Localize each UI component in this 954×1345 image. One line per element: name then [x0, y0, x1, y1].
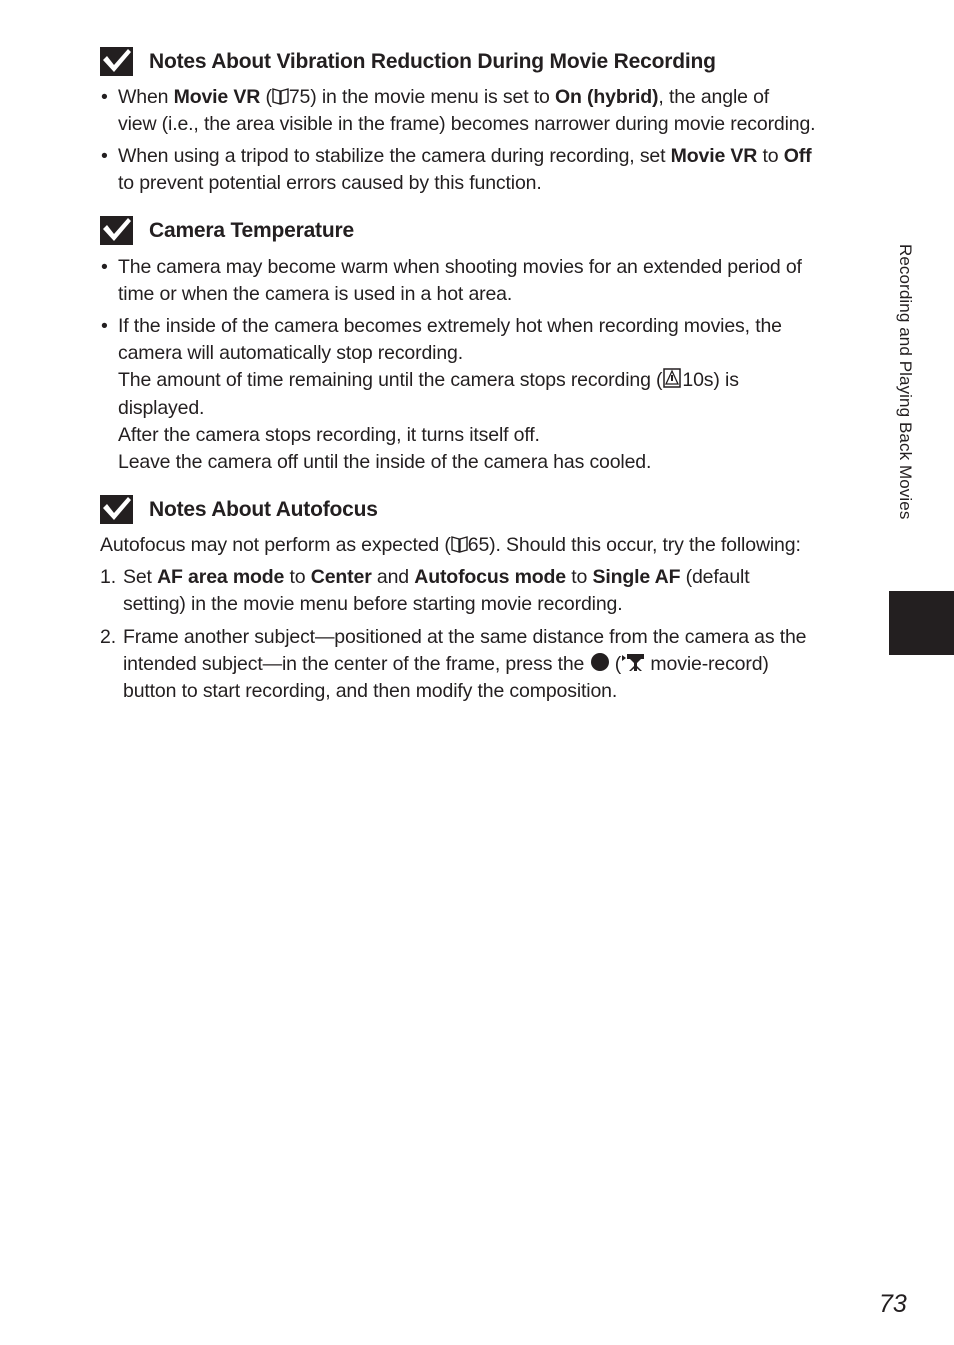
bullet-line: When Movie VR ( 75) in the movie menu is set to On (hybrid), the angle of [118, 86, 770, 108]
bullet-marker: • [101, 315, 108, 337]
section-heading-vibration: Notes About Vibration Reduction During Movie Recording [100, 47, 716, 76]
bullet-line: view (i.e., the area visible in the frame) becomes narrower during movie recording. [118, 113, 816, 136]
bullet-line: to prevent potential errors caused by this function. [118, 172, 542, 195]
bullet-item [101, 143, 868, 197]
bullet-marker: • [101, 256, 108, 278]
step-line: setting) in the movie menu before starting movie recording. [123, 593, 623, 616]
bullet-line: camera will automatically stop recording. [118, 342, 463, 365]
step-number: 1. [100, 566, 116, 588]
list-item [100, 624, 868, 706]
bullet-item [101, 254, 868, 308]
bullet-marker: • [101, 145, 108, 167]
section-heading-autofocus: Notes About Autofocus [100, 495, 378, 524]
bullet-line: displayed. [118, 396, 205, 419]
caution-check-icon [100, 47, 133, 76]
bullet-marker: • [101, 86, 108, 108]
bullet-line: The amount of time remaining until the camera stops recording ( 10s) is [118, 369, 739, 392]
temperature-warning-icon [662, 368, 682, 388]
reference-book-icon [272, 87, 289, 105]
bullet-line: If the inside of the camera becomes extremely hot when recording movies, the [118, 315, 782, 337]
step-line: button to start recording, and then modify the composition. [123, 680, 618, 703]
side-tab-marker [889, 591, 954, 655]
autofocus-intro: Autofocus may not perform as expected ( 65). Should this occur, try the following: [100, 534, 801, 556]
caution-check-icon [100, 216, 133, 245]
bullet-item [101, 313, 868, 476]
bullet-line: The camera may become warm when shooting movies for an extended period of [118, 256, 802, 278]
page-number: 73 [879, 1290, 907, 1318]
bullet-line: When using a tripod to stabilize the camera during recording, set Movie VR to Off [118, 145, 812, 167]
bullet-line: After the camera stops recording, it turns itself off. [118, 423, 540, 446]
record-button-icon [590, 652, 610, 672]
step-line: Frame another subject—positioned at the same distance from the camera as the [123, 626, 807, 648]
side-section-label: Recording and Playing Back Movies [896, 244, 915, 520]
bullet-line: time or when the camera is used in a hot area. [118, 283, 513, 306]
list-item [100, 564, 868, 618]
step-line: Set AF area mode to Center and Autofocus mode to Single AF (default [123, 566, 750, 588]
reference-book-icon [451, 535, 468, 553]
step-number: 2. [100, 626, 116, 648]
step-line: intended subject—in the center of the frame, press the ( movie-record) [123, 653, 769, 676]
bullet-item [101, 84, 868, 138]
bullet-line: Leave the camera off until the inside of the camera has cooled. [118, 451, 652, 474]
caution-check-icon [100, 495, 133, 524]
section-heading-temperature: Camera Temperature [100, 216, 354, 245]
movie-camera-icon [621, 652, 645, 672]
